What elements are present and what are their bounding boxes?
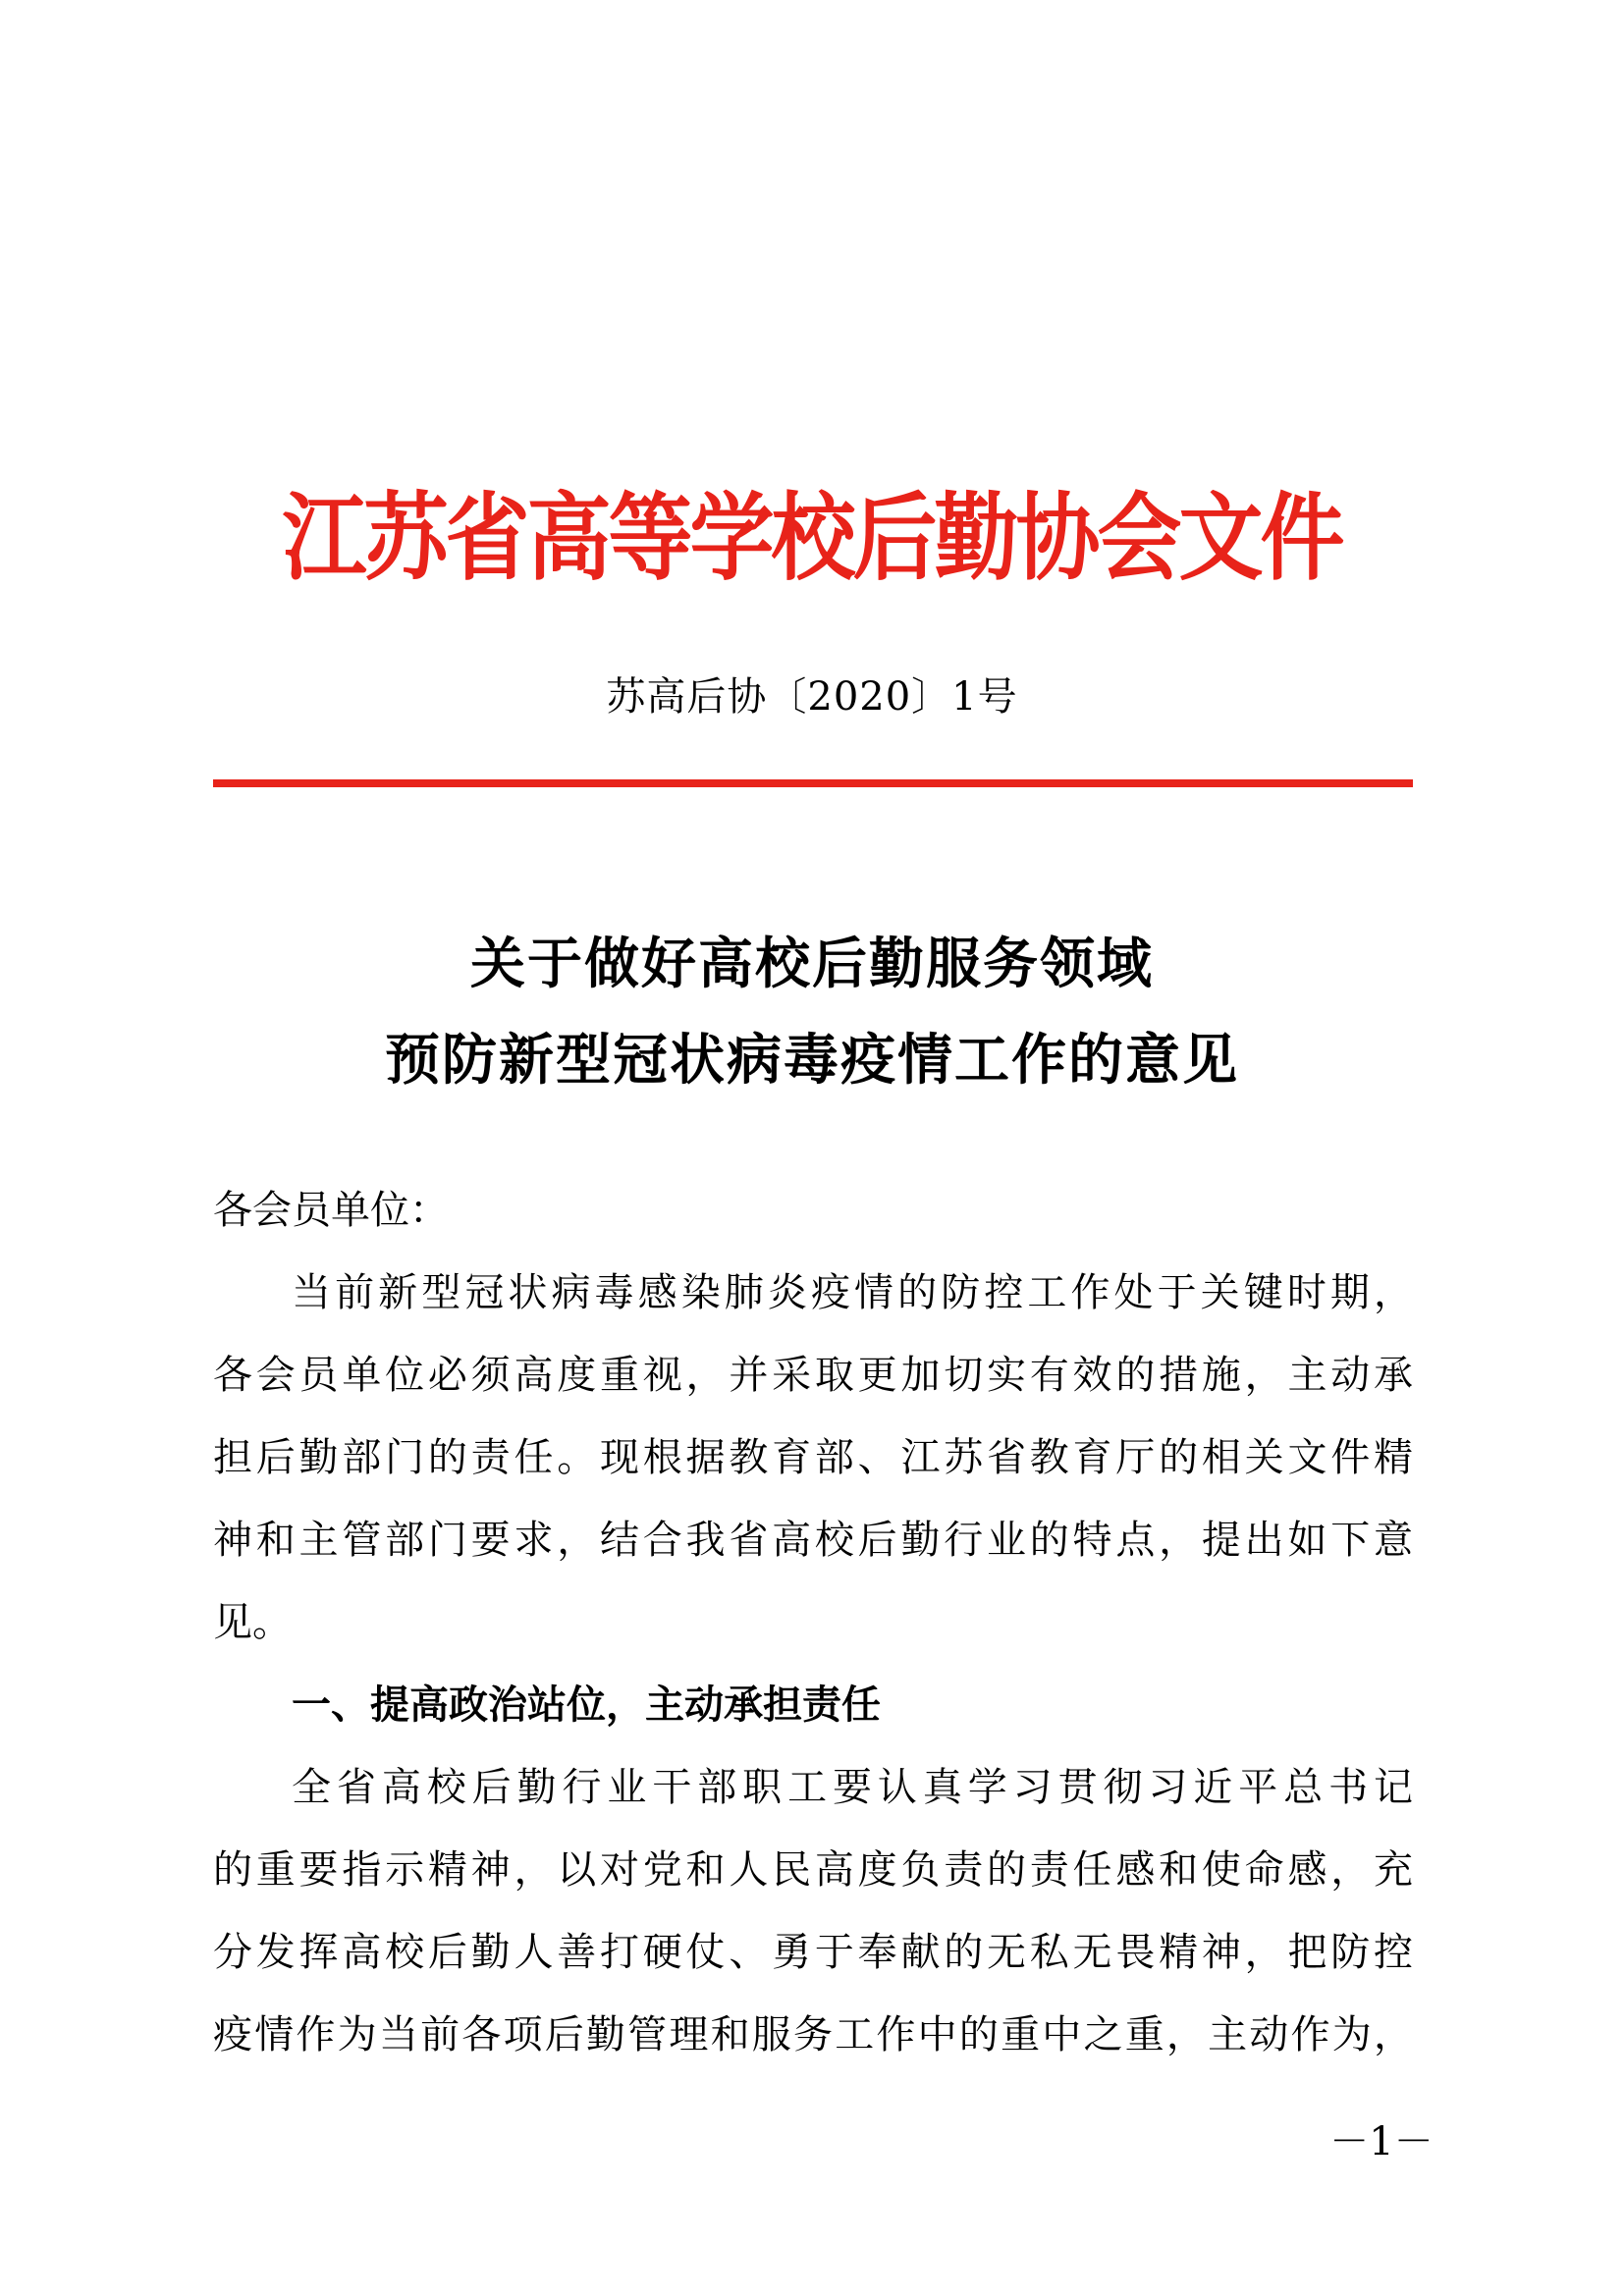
page-number: －1－ <box>1329 2119 1434 2164</box>
paragraph-2-line-1: 全省高校后勤行业干部职工要认真学习贯彻习近平总书记 <box>292 1765 1413 1810</box>
red-separator-rule <box>213 779 1413 787</box>
paragraph-1-line-4: 神和主管部门要求，结合我省高校后勤行业的特点，提出如下意 <box>213 1518 1413 1563</box>
issuer-header-title: 江苏省高等学校后勤协会文件 <box>282 482 1342 594</box>
paragraph-2-line-2: 的重要指示精神，以对党和人民高度负责的责任感和使命感，充 <box>213 1847 1413 1893</box>
salutation: 各会员单位： <box>213 1188 449 1233</box>
paragraph-2-line-4: 疫情作为当前各项后勤管理和服务工作中的重中之重，主动作为， <box>213 2012 1413 2057</box>
paragraph-1-line-3: 担后勤部门的责任。现根据教育部、江苏省教育厅的相关文件精 <box>213 1435 1413 1480</box>
section-1-heading: 一、提高政治站位，主动承担责任 <box>292 1682 881 1728</box>
paragraph-1-line-1: 当前新型冠状病毒感染肺炎疫情的防控工作处于关键时期， <box>292 1270 1413 1315</box>
paragraph-2-line-3: 分发挥高校后勤人善打硬仗、勇于奉献的无私无畏精神，把防控 <box>213 1930 1413 1975</box>
paragraph-1-line-2: 各会员单位必须高度重视，并采取更加切实有效的措施，主动承 <box>213 1353 1413 1398</box>
paragraph-1-line-5: 见。 <box>213 1600 292 1645</box>
document-title-line-2: 预防新型冠状病毒疫情工作的意见 <box>385 1028 1239 1093</box>
document-title-line-1: 关于做好高校后勤服务领域 <box>470 932 1154 996</box>
document-number: 苏高后协〔2020〕1号 <box>606 674 1018 720</box>
